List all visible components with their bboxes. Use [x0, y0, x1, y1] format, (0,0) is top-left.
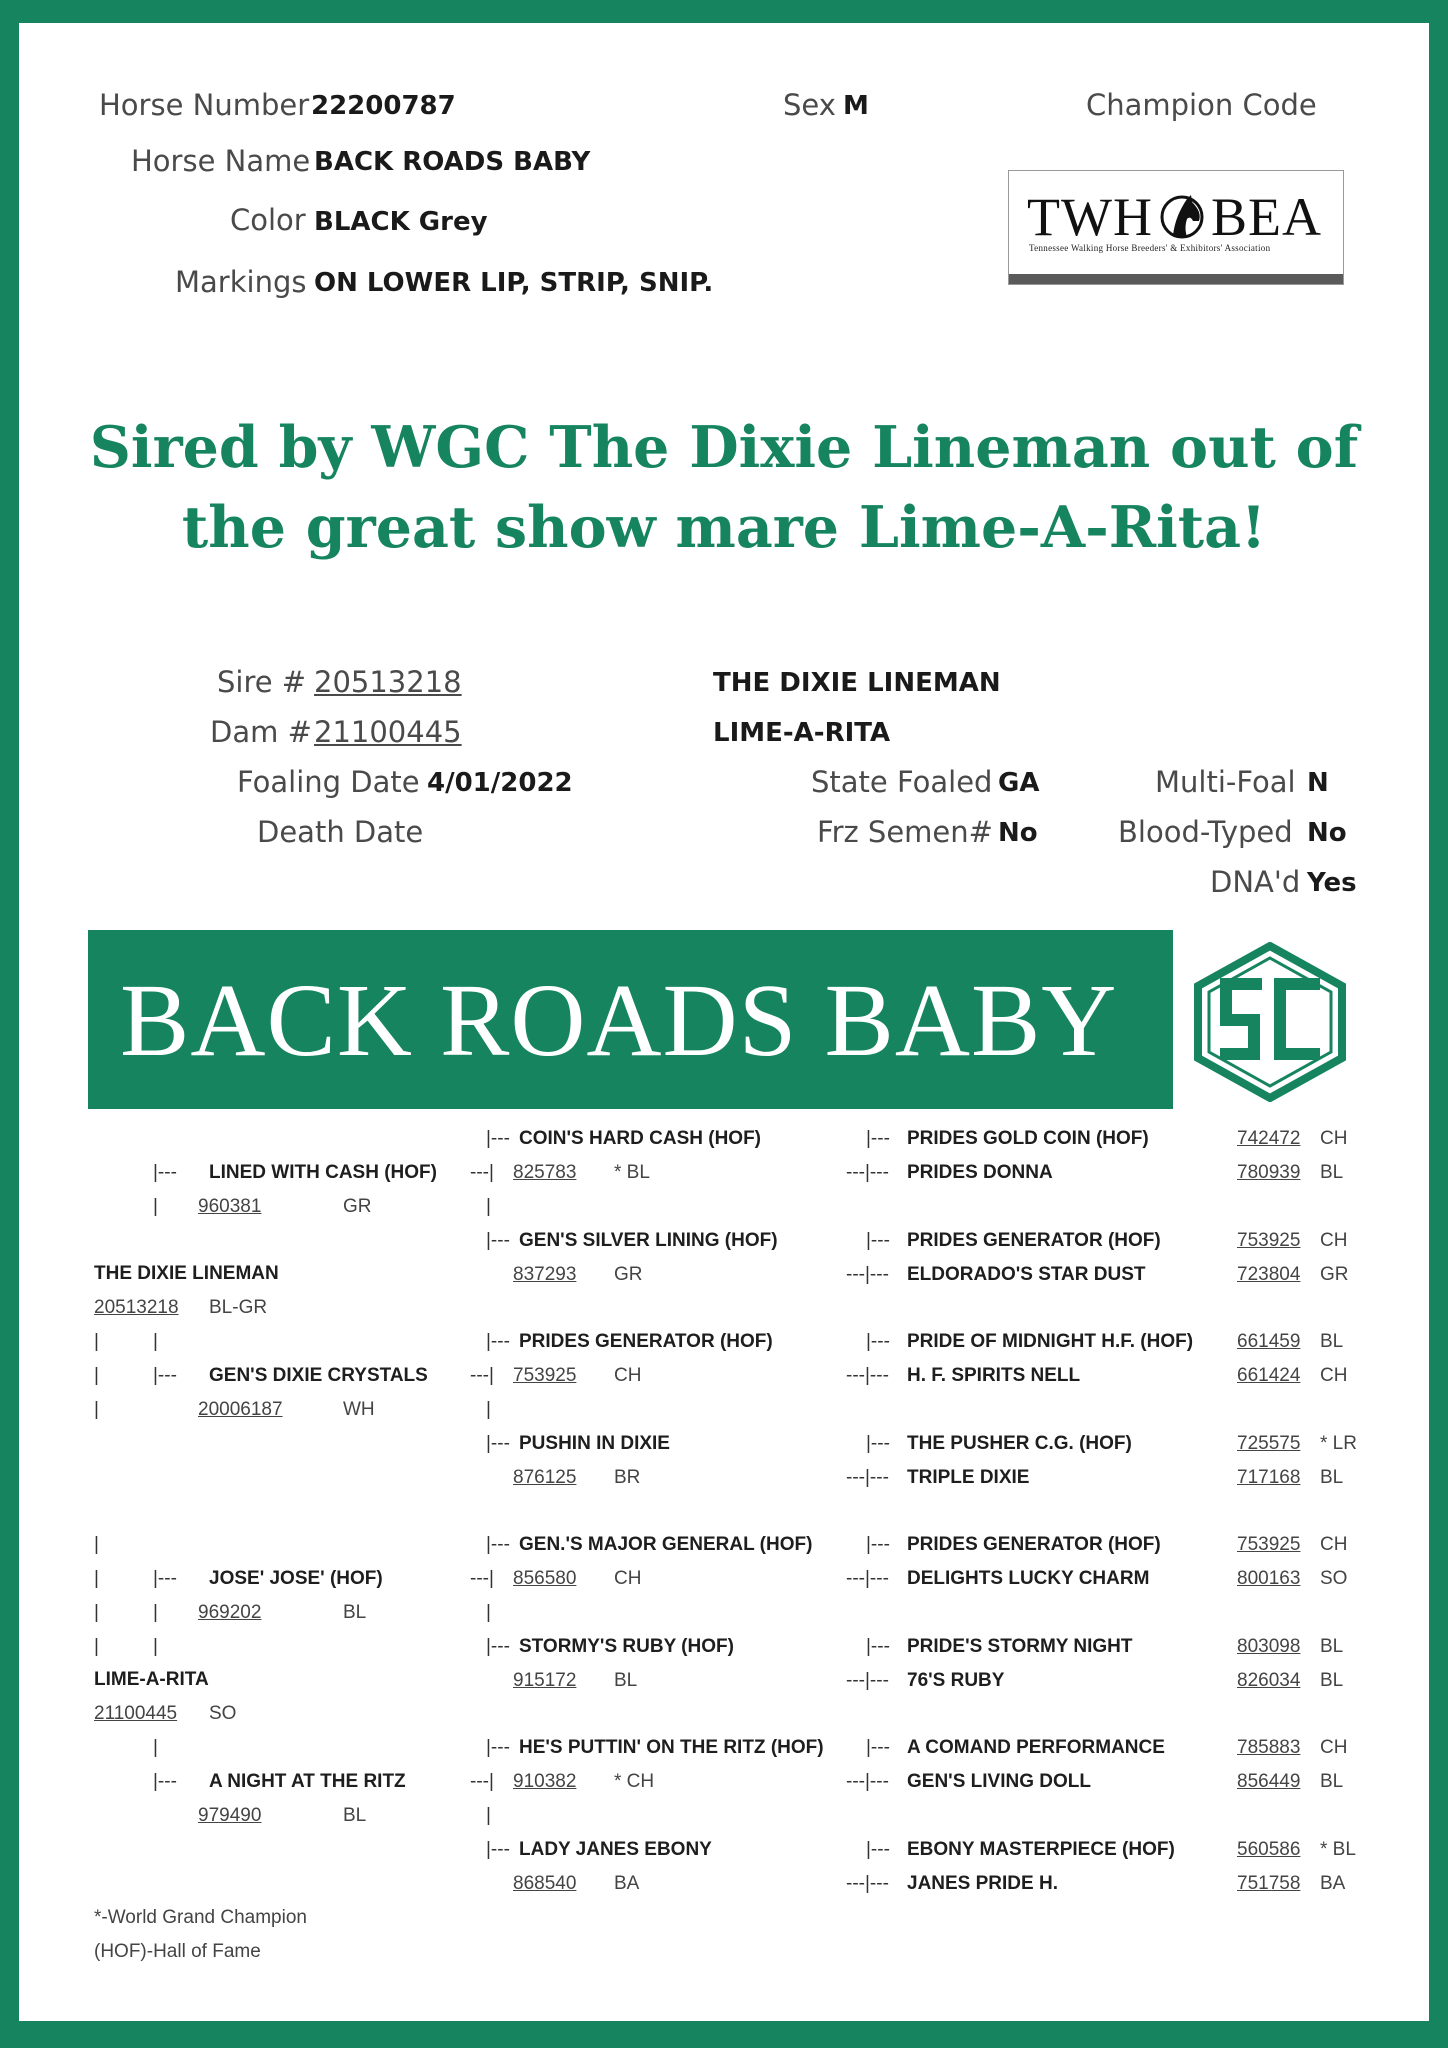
gen4-color: CH — [1320, 1128, 1348, 1149]
gen3-name: GEN'S SILVER LINING (HOF) — [519, 1230, 778, 1251]
connector: ---| — [470, 1568, 494, 1589]
gen3-number[interactable]: 825783 — [513, 1162, 577, 1183]
connector: ---| — [470, 1162, 494, 1183]
gen2-color: BL — [343, 1805, 367, 1826]
connector: ---|--- — [846, 1467, 889, 1488]
gen3-color: BA — [614, 1873, 640, 1894]
connector: ---| — [470, 1365, 494, 1386]
connector: | — [94, 1365, 99, 1386]
gen4-name: PRIDES GOLD COIN (HOF) — [907, 1128, 1149, 1149]
frz-semen-label: Frz Semen# — [817, 815, 993, 849]
gen4-number[interactable]: 661459 — [1237, 1331, 1301, 1352]
gen2-name: GEN'S DIXIE CRYSTALS — [209, 1365, 428, 1386]
gen4-color: BL — [1320, 1670, 1344, 1691]
connector: | — [94, 1636, 99, 1657]
gen4-number[interactable]: 723804 — [1237, 1264, 1301, 1285]
gen4-color: BL — [1320, 1162, 1344, 1183]
gen1-dam-color: SO — [209, 1703, 237, 1724]
blood-typed-value: No — [1307, 818, 1347, 848]
connector: | — [486, 1196, 491, 1217]
connector: |--- — [866, 1839, 890, 1860]
twhbea-logo — [1008, 170, 1344, 285]
connector: | — [486, 1399, 491, 1420]
connector: |--- — [153, 1771, 177, 1792]
markings-value: ON LOWER LIP, STRIP, SNIP. — [314, 268, 714, 298]
connector: |--- — [866, 1433, 890, 1454]
gen3-name: STORMY'S RUBY (HOF) — [519, 1636, 734, 1657]
gen2-color: GR — [343, 1196, 372, 1217]
gen4-name: A COMAND PERFORMANCE — [907, 1737, 1165, 1758]
gen4-number[interactable]: 560586 — [1237, 1839, 1301, 1860]
connector: | — [153, 1737, 158, 1758]
connector: | — [94, 1568, 99, 1589]
dam-number-link[interactable]: 21100445 — [314, 715, 462, 749]
gen1-dam-number[interactable]: 21100445 — [94, 1703, 178, 1724]
connector: |--- — [153, 1162, 177, 1183]
connector: |--- — [866, 1230, 890, 1251]
gen2-name: LINED WITH CASH (HOF) — [209, 1162, 437, 1183]
gen4-name: DELIGHTS LUCKY CHARM — [907, 1568, 1150, 1589]
gen4-name: THE PUSHER C.G. (HOF) — [907, 1433, 1132, 1454]
gen4-name: PRIDE OF MIDNIGHT H.F. (HOF) — [907, 1331, 1194, 1352]
death-date-label: Death Date — [257, 815, 424, 849]
color-value: BLACK Grey — [314, 207, 488, 237]
sire-number-link[interactable]: 20513218 — [314, 665, 462, 699]
blood-typed-label: Blood-Typed — [1118, 815, 1293, 849]
gen3-color: * BL — [614, 1162, 650, 1183]
horse-name-label: Horse Name — [131, 144, 311, 178]
gen3-color: CH — [614, 1568, 642, 1589]
gen2-color: BL — [343, 1602, 367, 1623]
gen4-color: BA — [1320, 1873, 1346, 1894]
connector: |--- — [866, 1331, 890, 1352]
banner-title: BACK ROADS BABY — [120, 963, 1118, 1078]
gen4-name: GEN'S LIVING DOLL — [907, 1771, 1091, 1792]
multi-foal-value: N — [1307, 768, 1329, 798]
gen3-number[interactable]: 837293 — [513, 1264, 577, 1285]
connector: | — [153, 1636, 158, 1657]
connector: ---|--- — [846, 1568, 889, 1589]
dna-label: DNA'd — [1210, 865, 1301, 899]
connector: | — [153, 1602, 158, 1623]
connector: |--- — [486, 1128, 510, 1149]
horse-name-value: BACK ROADS BABY — [314, 147, 591, 177]
gen4-name: H. F. SPIRITS NELL — [907, 1365, 1081, 1386]
champion-code-label: Champion Code — [1086, 88, 1317, 122]
gen3-color: BR — [614, 1467, 641, 1488]
gen4-name: PRIDES GENERATOR (HOF) — [907, 1534, 1161, 1555]
gen3-number[interactable]: 910382 — [513, 1771, 577, 1792]
gen3-number[interactable]: 856580 — [513, 1568, 577, 1589]
gen1-dam-name: LIME-A-RITA — [94, 1669, 209, 1690]
gen1-sire-color: BL-GR — [209, 1297, 268, 1318]
connector: |--- — [486, 1737, 510, 1758]
frz-semen-value: No — [998, 818, 1038, 848]
sex-label: Sex — [783, 88, 836, 122]
gen2-number[interactable]: 960381 — [198, 1196, 262, 1217]
markings-label: Markings — [175, 265, 307, 299]
gen3-color: CH — [614, 1365, 642, 1386]
horse-number-label: Horse Number — [99, 88, 310, 122]
gen4-number[interactable]: 826034 — [1237, 1670, 1301, 1691]
connector: |--- — [486, 1230, 510, 1251]
gen4-number[interactable]: 725575 — [1237, 1433, 1301, 1454]
headline-line-1: Sired by WGC The Dixie Lineman out of — [89, 414, 1359, 481]
gen2-number[interactable]: 20006187 — [198, 1399, 283, 1420]
gen4-color: * BL — [1320, 1839, 1356, 1860]
gen3-number[interactable]: 753925 — [513, 1365, 577, 1386]
dna-value: Yes — [1307, 868, 1357, 898]
gen4-number[interactable]: 780939 — [1237, 1162, 1301, 1183]
gen3-number[interactable]: 868540 — [513, 1873, 577, 1894]
gen4-number[interactable]: 753925 — [1237, 1534, 1301, 1555]
connector: ---|--- — [846, 1365, 889, 1386]
gen4-color: BL — [1320, 1636, 1344, 1657]
connector: |--- — [153, 1568, 177, 1589]
gen4-color: BL — [1320, 1331, 1344, 1352]
horse-head-icon — [1155, 191, 1209, 239]
connector: |--- — [486, 1331, 510, 1352]
sire-name: THE DIXIE LINEMAN — [713, 668, 1001, 698]
headline — [0, 408, 1448, 568]
connector: |--- — [866, 1534, 890, 1555]
gen4-name: PRIDES GENERATOR (HOF) — [907, 1230, 1161, 1251]
gen4-color: BL — [1320, 1467, 1344, 1488]
gen4-number[interactable]: 661424 — [1237, 1365, 1301, 1386]
gen4-color: * LR — [1320, 1433, 1357, 1454]
connector: | — [486, 1602, 491, 1623]
gen4-name: PRIDES DONNA — [907, 1162, 1053, 1183]
gen4-number[interactable]: 856449 — [1237, 1771, 1301, 1792]
gen4-color: SO — [1320, 1568, 1348, 1589]
gen4-color: CH — [1320, 1737, 1348, 1758]
connector: | — [94, 1331, 99, 1352]
gen4-number[interactable]: 800163 — [1237, 1568, 1301, 1589]
dam-name: LIME-A-RITA — [713, 718, 891, 748]
sire-label: Sire # — [217, 665, 307, 699]
gen2-color: WH — [343, 1399, 375, 1420]
gen1-sire-name: THE DIXIE LINEMAN — [94, 1263, 279, 1284]
connector: ---|--- — [846, 1264, 889, 1285]
gen3-name: COIN'S HARD CASH (HOF) — [519, 1128, 762, 1149]
connector: |--- — [866, 1128, 890, 1149]
connector: ---|--- — [846, 1771, 889, 1792]
connector: |--- — [486, 1839, 510, 1860]
connector: | — [153, 1331, 158, 1352]
gen4-number[interactable]: 785883 — [1237, 1737, 1301, 1758]
gen4-name: PRIDE'S STORMY NIGHT — [907, 1636, 1133, 1657]
connector: |--- — [866, 1737, 890, 1758]
connector: ---| — [470, 1771, 494, 1792]
gen3-number[interactable]: 876125 — [513, 1467, 577, 1488]
gen3-name: PRIDES GENERATOR (HOF) — [519, 1331, 773, 1352]
gen1-sire-number[interactable]: 20513218 — [94, 1297, 179, 1318]
connector: ---|--- — [846, 1162, 889, 1183]
gen4-number[interactable]: 753925 — [1237, 1230, 1301, 1251]
gen4-color: GR — [1320, 1264, 1349, 1285]
horse-name-banner — [88, 930, 1173, 1109]
connector: |--- — [486, 1433, 510, 1454]
headline-line-2: the great show mare Lime-A-Rita! — [181, 494, 1267, 561]
connector: | — [94, 1399, 99, 1420]
footnote-hall-of-fame: (HOF)-Hall of Fame — [94, 1941, 261, 1962]
gen3-color: BL — [614, 1670, 638, 1691]
connector: | — [153, 1196, 158, 1217]
state-foaled-label: State Foaled — [811, 765, 993, 799]
gen4-name: 76'S RUBY — [907, 1670, 1005, 1691]
connector: ---|--- — [846, 1670, 889, 1691]
dam-label: Dam # — [210, 715, 312, 749]
gen4-number[interactable]: 717168 — [1237, 1467, 1301, 1488]
gen3-name: HE'S PUTTIN' ON THE RITZ (HOF) — [519, 1737, 824, 1758]
state-foaled-value: GA — [998, 768, 1040, 798]
logo-text-left: TWH — [1027, 187, 1153, 247]
connector: | — [94, 1534, 99, 1555]
gen3-name: GEN.'S MAJOR GENERAL (HOF) — [519, 1534, 813, 1555]
gen4-color: CH — [1320, 1365, 1348, 1386]
gen4-number[interactable]: 742472 — [1237, 1128, 1301, 1149]
gen3-color: GR — [614, 1264, 643, 1285]
gen4-color: BL — [1320, 1771, 1344, 1792]
gen4-name: ELDORADO'S STAR DUST — [907, 1264, 1146, 1285]
gen3-color: * CH — [614, 1771, 655, 1792]
logo-text-right: BEA — [1210, 187, 1322, 247]
gen4-color: CH — [1320, 1534, 1348, 1555]
gen4-name: JANES PRIDE H. — [907, 1873, 1058, 1894]
gen4-name: EBONY MASTERPIECE (HOF) — [907, 1839, 1175, 1860]
logo-subtitle: Tennessee Walking Horse Breeders' & Exhibitors' Association — [1029, 243, 1271, 253]
connector: | — [486, 1805, 491, 1826]
gen2-name: A NIGHT AT THE RITZ — [209, 1771, 406, 1792]
connector: ---|--- — [846, 1873, 889, 1894]
connector: | — [94, 1602, 99, 1623]
gen2-number[interactable]: 979490 — [198, 1805, 262, 1826]
horse-number-value: 22200787 — [311, 91, 456, 121]
gen4-name: TRIPLE DIXIE — [907, 1467, 1030, 1488]
connector: |--- — [866, 1636, 890, 1657]
color-label: Color — [230, 203, 306, 237]
gen4-color: CH — [1320, 1230, 1348, 1251]
logo-underline — [1009, 274, 1343, 284]
foaling-date-value: 4/01/2022 — [427, 768, 573, 798]
connector: |--- — [486, 1636, 510, 1657]
connector: |--- — [486, 1534, 510, 1555]
sc-emblem-icon — [1192, 942, 1348, 1102]
multi-foal-label: Multi-Foal — [1155, 765, 1296, 799]
gen2-number[interactable]: 969202 — [198, 1602, 262, 1623]
connector: |--- — [153, 1365, 177, 1386]
gen2-name: JOSE' JOSE' (HOF) — [209, 1568, 383, 1589]
footnote-world-grand-champion: *-World Grand Champion — [94, 1907, 307, 1928]
sex-value: M — [843, 91, 869, 121]
gen3-number[interactable]: 915172 — [513, 1670, 577, 1691]
gen4-number[interactable]: 751758 — [1237, 1873, 1301, 1894]
foaling-date-label: Foaling Date — [237, 765, 420, 799]
gen4-number[interactable]: 803098 — [1237, 1636, 1301, 1657]
gen3-name: LADY JANES EBONY — [519, 1839, 712, 1860]
gen3-name: PUSHIN IN DIXIE — [519, 1433, 670, 1454]
